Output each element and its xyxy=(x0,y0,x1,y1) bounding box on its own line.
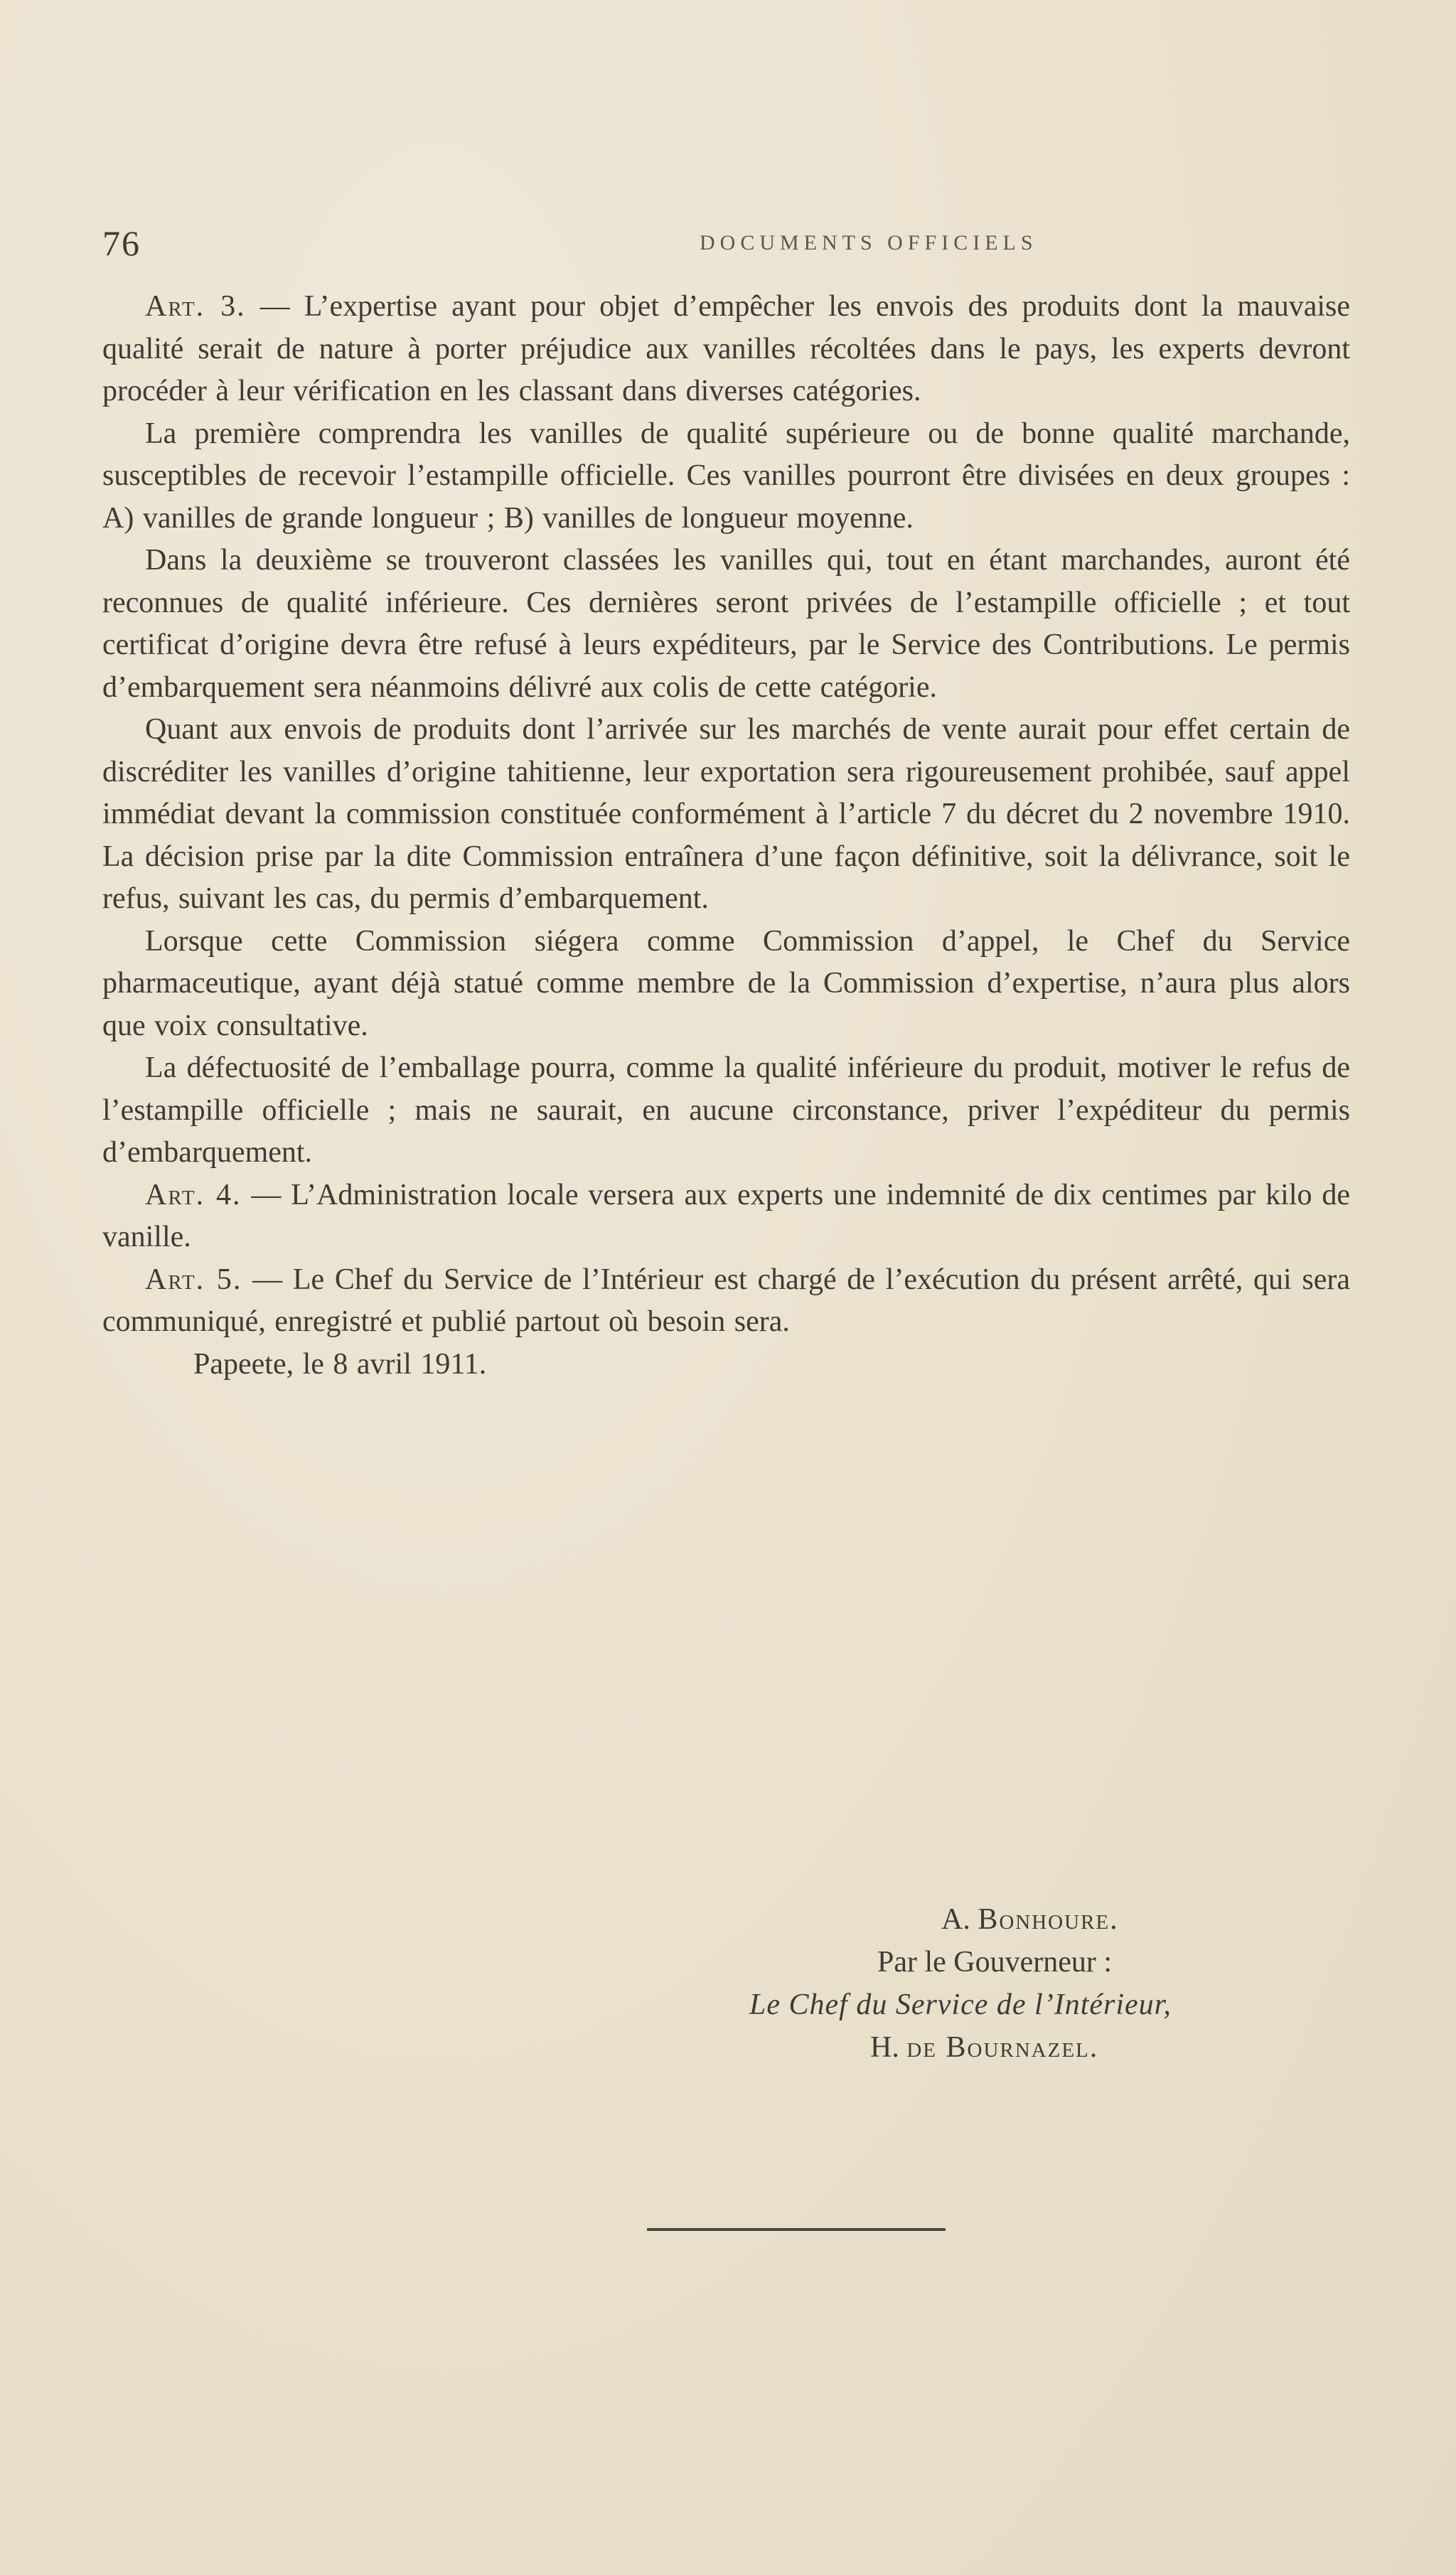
article-3-text: — L’expertise ayant pour objet d’empêcher les envois des produits dont la mauvaise qualité serait de nature à porter préjudice aux vanilles récoltées dans le pays, les experts devront procéder à leur vérification en les classant dans diverses catégories. xyxy=(102,290,1350,407)
paragraph-premiere-categorie: La première comprendra les vanilles de qualité supérieure ou de bonne qualité marchande, susceptibles de recevoir l’estampille officielle. Ces vanilles pourront être divisées en deux groupes : A) vanilles de grande longueur ; B) vanilles de longueur moyenne. xyxy=(102,417,1350,535)
article-5-text: — Le Chef du Service de l’Intérieur est chargé de l’exécution du présent arrêté, qui sera communiqué, enregistré et publié partout où besoin sera. xyxy=(102,1263,1350,1338)
paragraph-art-5 xyxy=(102,1259,1350,1344)
closing-rule xyxy=(647,2228,946,2231)
paragraph-commission-appel: Lorsque cette Commission siégera comme Commission d’appel, le Chef du Service pharmaceutique, ayant déjà statué comme membre de la Commission d’expertise, n’aura plus alors que voix consultative. xyxy=(102,924,1350,1042)
article-4-text: — L’Administration locale versera aux experts une indemnité de dix centimes par kilo de vanille. xyxy=(102,1178,1350,1253)
paragraph-art-3 xyxy=(102,286,1350,413)
signature-governor-name: Bonhoure. xyxy=(978,1903,1119,1936)
signature-governor-initial: A. xyxy=(941,1903,978,1936)
article-4-label: Art. 4. xyxy=(145,1178,242,1211)
article-5-label: Art. 5. xyxy=(145,1263,242,1296)
signature-par-le-gouverneur: Par le Gouverneur : xyxy=(877,1946,1113,1979)
paragraph-envois-prohibes: Quant aux envois de produits dont l’arrivée sur les marchés de vente aurait pour effet certain de discréditer les vanilles d’origine tahitienne, leur exportation sera rigoureusement prohibée, sauf appel immédiat devant la commission constituée conformément à l’article 7 du décret du 2 novembre 1910. La décision prise par la dite Commission entraînera d’une façon définitive, soit la délivrance, soit le refus, suivant les cas, du permis d’embarquement. xyxy=(102,713,1350,915)
signature-chef-name: de Bournazel. xyxy=(906,2031,1099,2064)
article-3-label: Art. 3. xyxy=(145,290,246,323)
signature-chef-initial: H. xyxy=(870,2031,907,2064)
dateline: Papeete, le 8 avril 1911. xyxy=(193,1347,487,1381)
paragraph-emballage: La défectuosité de l’emballage pourra, comme la qualité inférieure du produit, motiver le refus de l’estampille officielle ; mais ne saurait, en aucune circonstance, priver l’expéditeur du permis d’embarquement. xyxy=(102,1051,1350,1169)
body-text xyxy=(102,286,1350,1386)
page-number: 76 xyxy=(102,223,141,263)
paragraph-deuxieme-categorie: Dans la deuxième se trouveront classées les vanilles qui, tout en étant marchandes, auront été reconnues de qualité inférieure. Ces dernières seront privées de l’estampille officielle ; et tout certificat d’origine devra être refusé à leurs expéditeurs, par le Service des Contributions. Le permis d’embarquement sera néanmoins délivré aux colis de cette catégorie. xyxy=(102,544,1350,704)
signature-governor xyxy=(941,1898,1119,1941)
running-head: DOCUMENTS OFFICIELS xyxy=(700,231,1038,255)
page-header xyxy=(102,222,1368,264)
signature-title: Le Chef du Service de l’Intérieur, xyxy=(749,1988,1172,2021)
paragraph-art-4 xyxy=(102,1174,1350,1259)
signature-chef-service xyxy=(870,2026,1098,2069)
